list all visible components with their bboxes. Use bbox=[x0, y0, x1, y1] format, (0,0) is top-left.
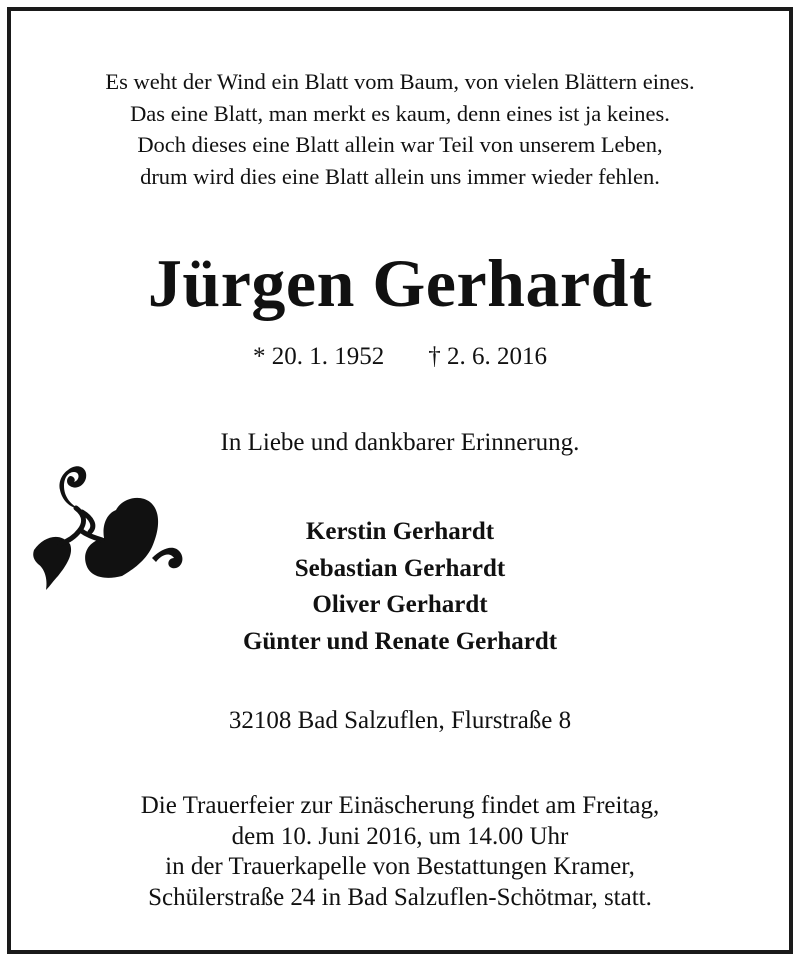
mourners-list bbox=[0, 514, 800, 660]
ceremony-line: in der Trauerkapelle von Bestattungen Kramer, bbox=[165, 853, 635, 880]
family-address: 32108 Bad Salzuflen, Flurstraße 8 bbox=[228, 707, 572, 734]
poem-line: Es weht der Wind ein Blatt vom Baum, von vielen Blättern eines. bbox=[105, 69, 695, 94]
poem bbox=[0, 66, 800, 192]
mourner-name: Günter und Renate Gerhardt bbox=[242, 627, 558, 655]
deceased-name: Jürgen Gerhardt bbox=[147, 245, 653, 321]
mourner-name: Kerstin Gerhardt bbox=[305, 518, 495, 545]
death-date: † 2. 6. 2016 bbox=[428, 343, 547, 370]
ceremony-line: Die Trauerfeier zur Einäscherung findet am Freitag, bbox=[140, 792, 660, 819]
life-dates bbox=[0, 340, 800, 374]
mourner-name: Sebastian Gerhardt bbox=[294, 554, 506, 582]
poem-line: Das eine Blatt, man merkt es kaum, denn eines ist ja keines. bbox=[130, 100, 670, 126]
ceremony-line: Schülerstraße 24 in Bad Salzuflen-Schötmar, statt. bbox=[148, 883, 652, 911]
dedication: In Liebe und dankbarer Erinnerung. bbox=[220, 429, 580, 456]
ceremony-info bbox=[0, 791, 800, 913]
ceremony-line: dem 10. Juni 2016, um 14.00 Uhr bbox=[231, 822, 569, 850]
poem-line: drum wird dies eine Blatt allein uns immer wieder fehlen. bbox=[140, 163, 660, 189]
birth-date: * 20. 1. 1952 bbox=[253, 343, 385, 370]
mourner-name: Oliver Gerhardt bbox=[312, 591, 488, 618]
poem-line: Doch dieses eine Blatt allein war Teil von unserem Leben, bbox=[137, 132, 663, 157]
